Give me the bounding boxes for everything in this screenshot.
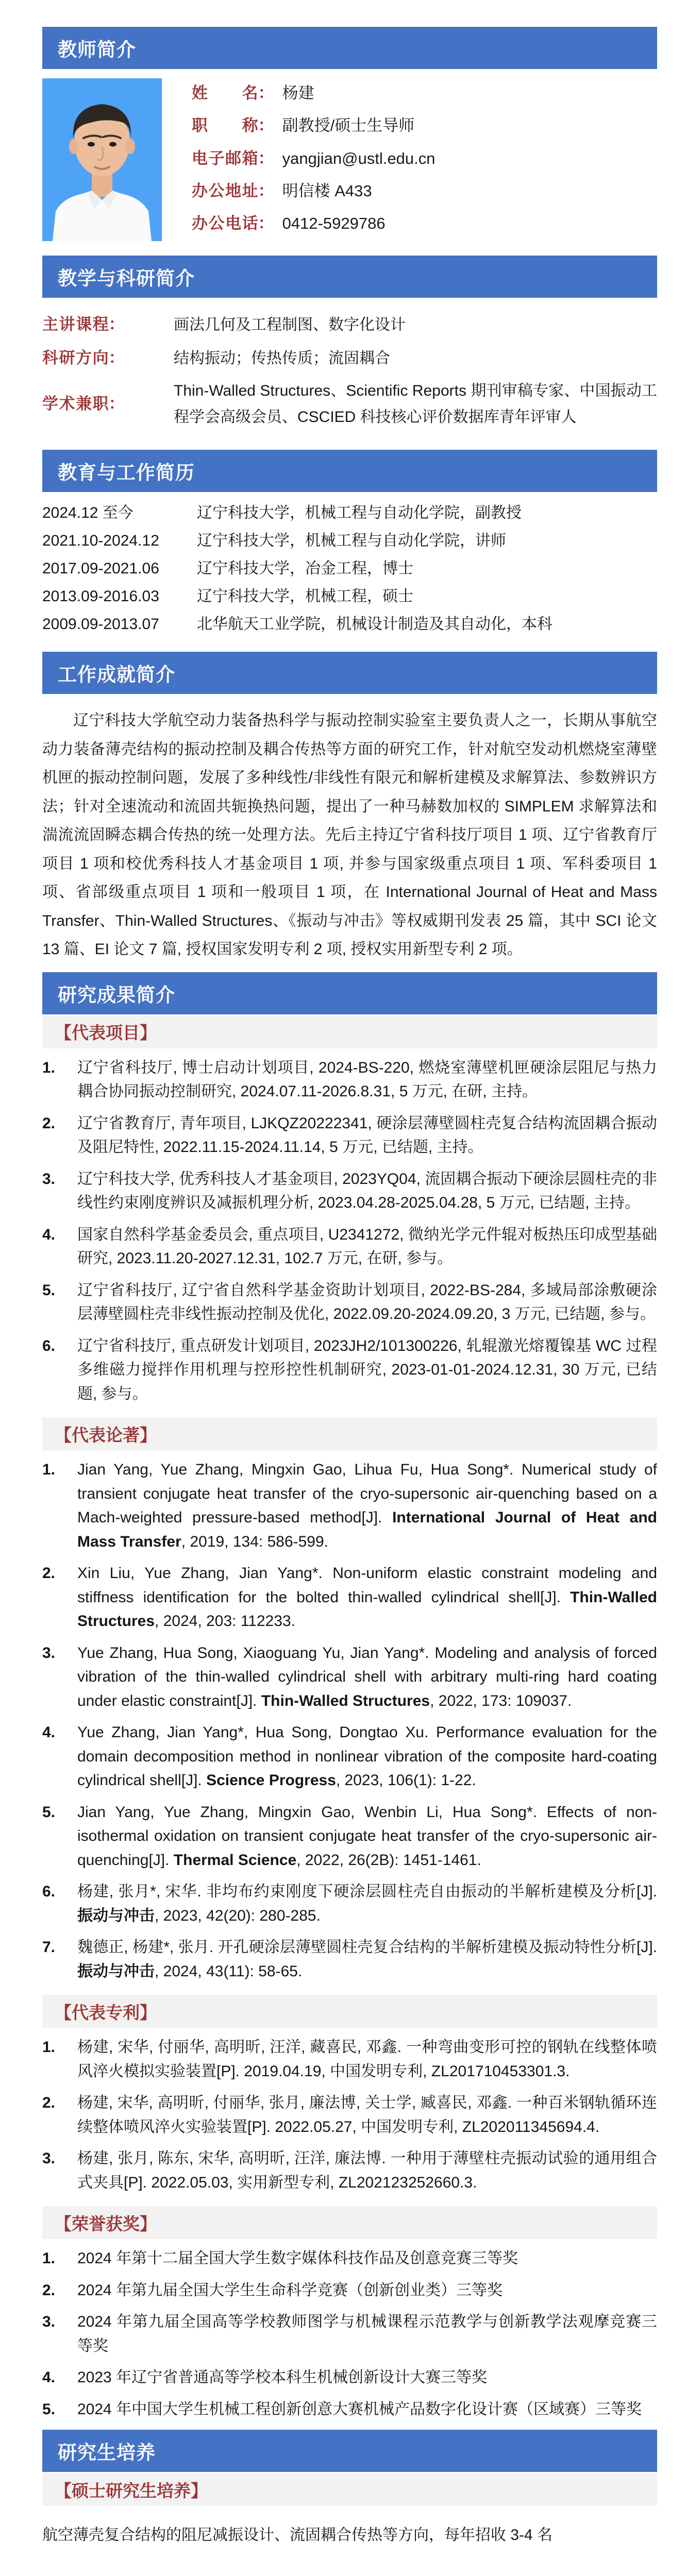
section-title: 研究生培养: [58, 2442, 156, 2464]
section-title: 教学与科研简介: [58, 268, 195, 289]
project-item: [42, 1279, 657, 1327]
item-number: 1.: [42, 2250, 56, 2267]
publication-item: [42, 1562, 657, 1634]
item-number: 6.: [42, 1337, 56, 1354]
education-block: [42, 492, 657, 643]
item-text: 2024 年第十二届全国大学生数字媒体科技作品及创意竞赛三等奖: [77, 2250, 518, 2267]
publication-item: [42, 1641, 657, 1714]
field-label: 姓名：: [192, 84, 274, 102]
award-item: [42, 2398, 657, 2422]
item-number: 1.: [42, 1059, 56, 1076]
item-number: 3.: [42, 1644, 56, 1662]
detail: 北华航天工业学院，机械设计制造及其自动化，本科: [197, 616, 552, 633]
field-value: 杨建: [282, 84, 314, 102]
band-projects: 【代表项目】: [42, 1015, 657, 1048]
section-bar-postgraduate: [42, 2430, 657, 2472]
field-value: 0412-5929786: [282, 214, 386, 233]
teacher-photo-illustration: [42, 78, 162, 241]
item-text: Yue Zhang, Jian Yang*, Hua Song, Dongtao Xu. Performance evaluation for the domain decomposition method in nonlinear vibration of the composite hard-coating cylindrical shell[J]. Science Progress, 2023, 106(1): 1-22.: [77, 1724, 657, 1789]
period: 2017.09-2021.06: [42, 560, 159, 578]
band-awards: 【荣誉获奖】: [42, 2206, 657, 2239]
project-item: [42, 1223, 657, 1271]
item-text: 杨建, 宋华, 高明昕, 付丽华, 张月, 廉法博, 关士学, 臧喜民, 邓鑫. 一种百米钢轨循环连续整体喷风淬火实验装置[P]. 2022.05.27, 中国发明专利, ZL202011345694.4.: [77, 2094, 657, 2136]
award-item: [42, 2247, 657, 2271]
publication-item: [42, 1458, 657, 1554]
item-number: 4.: [42, 1226, 56, 1243]
teaching-block: [42, 298, 657, 442]
publication-item: [42, 1936, 657, 1984]
project-item: [42, 1334, 657, 1406]
period: 2021.10-2024.12: [42, 532, 159, 550]
item-number: 1.: [42, 2039, 56, 2056]
section-title: 教育与工作简历: [58, 462, 195, 484]
field-label: 职称：: [192, 116, 274, 135]
journal-name: International Journal of Heat and Mass Transfer: [77, 1509, 657, 1550]
teaching-row-research: [42, 345, 657, 372]
field-label: 电子邮箱：: [192, 149, 274, 167]
item-number: 3.: [42, 2313, 56, 2331]
detail: 辽宁科技大学，冶金工程，博士: [197, 560, 413, 578]
teacher-photo: [42, 78, 162, 241]
info-field-name: [192, 83, 657, 104]
item-text: 杨建, 张月*, 宋华. 非均布约束刚度下硬涂层圆柱壳自由振动的半解析建模及分析[J]. 振动与冲击, 2023, 42(20): 280-285.: [77, 1883, 657, 1924]
period: 2024.12 至今: [42, 504, 133, 522]
item-text: Xin Liu, Yue Zhang, Jian Yang*. Non-uniform elastic constraint modeling and stiffness identification for the bolted thin-walled cylindrical shell[J]. Thin-Walled Structures, 2024, 203: 112233.: [77, 1565, 657, 1630]
item-number: 5.: [42, 1281, 56, 1299]
section-bar-education: [42, 450, 657, 492]
item-text: Jian Yang, Yue Zhang, Mingxin Gao, Wenbin Li, Hua Song*. Effects of non-isothermal oxidation on transient conjugate heat transfer of the cryo-supersonic air-quenching[J]. Thermal Science, 2022, 26(2B): 1451-1461.: [77, 1803, 657, 1869]
item-text: 辽宁省教育厅, 青年项目, LJKQZ20222341, 硬涂层薄壁圆柱壳复合结构流固耦合振动及阻尼特性, 2022.11.15-2024.11.14, 5 万元, 已结题, 主持。: [77, 1114, 657, 1156]
project-item: [42, 1112, 657, 1160]
section-bar-profile: [42, 27, 657, 69]
publications-list: [42, 1458, 657, 1984]
item-text: 辽宁省科技厅, 辽宁省自然科学基金资助计划项目, 2022-BS-284, 多域局部涂敷硬涂层薄壁圆柱壳非线性振动控制及优化, 2022.09.20-2024.09.20, 3 万元, 已结题, 参与。: [77, 1281, 657, 1323]
project-item: [42, 1056, 657, 1104]
section-bar-achievements: [42, 652, 657, 694]
award-item: [42, 2279, 657, 2303]
item-text: 辽宁科技大学, 优秀科技人才基金项目, 2023YQ04, 流固耦合振动下硬涂层圆柱壳的非线性约束刚度辨识及减振机理分析, 2023.04.28-2025.04.28, 5 万元, 已结题, 主持。: [77, 1170, 657, 1212]
journal-name: Science Progress: [206, 1772, 336, 1789]
section-title: 工作成就简介: [58, 664, 175, 686]
item-number: 1.: [42, 1461, 56, 1479]
item-number: 7.: [42, 1939, 56, 1956]
teaching-row-academic: [42, 378, 657, 430]
item-text: 2023 年辽宁省普通高等学校本科生机械创新设计大赛三等奖: [77, 2369, 488, 2386]
item-text: 杨建, 宋华, 付丽华, 高明昕, 汪洋, 藏喜民, 邓鑫. 一种弯曲变形可控的钢轨在线整体喷风淬火模拟实验装置[P]. 2019.04.19, 中国发明专利, ZL201710453301.3.: [77, 2039, 657, 2080]
item-text: 2024 年第九届全国大学生生命科学竞赛（创新创业类）三等奖: [77, 2281, 503, 2299]
item-number: 4.: [42, 1724, 56, 1741]
detail: 辽宁科技大学，机械工程与自动化学院，讲师: [197, 532, 506, 550]
patent-item: [42, 2036, 657, 2083]
journal-name: Thin-Walled Structures: [77, 1588, 657, 1630]
item-number: 2.: [42, 1565, 56, 1582]
education-row: [42, 499, 657, 527]
item-number: 2.: [42, 2281, 56, 2299]
education-row: [42, 611, 657, 638]
band-master-students: 【硕士研究生培养】: [42, 2473, 657, 2506]
item-number: 5.: [42, 1803, 56, 1821]
item-number: 5.: [42, 2400, 56, 2418]
section-title: 研究成果简介: [58, 984, 175, 1006]
period: 2013.09-2016.03: [42, 588, 159, 605]
projects-list: [42, 1056, 657, 1406]
row-value: Thin-Walled Structures、Scientific Reports 期刊审稿专家、中国振动工程学会高级会员、CSCIED 科技核心评价数据库青年评审人: [174, 382, 657, 426]
row-label: 主讲课程：: [42, 315, 125, 333]
journal-name: 振动与冲击: [77, 1907, 155, 1924]
award-item: [42, 2310, 657, 2358]
detail: 辽宁科技大学，机械工程，硕士: [197, 588, 413, 605]
item-number: 2.: [42, 1114, 56, 1132]
journal-name: 振动与冲击: [77, 1962, 155, 1980]
basic-info-block: [42, 69, 657, 247]
item-number: 4.: [42, 2369, 56, 2386]
info-field-phone: [192, 214, 657, 234]
item-text: Jian Yang, Yue Zhang, Mingxin Gao, Lihua Fu, Hua Song*. Numerical study of transient conjugate heat transfer of the cryo-supersonic air-quenching based on a Mach-weighted pressure-based method[J]. International Journal of Heat and Mass Transfer, 2019, 134: 586-599.: [77, 1461, 657, 1550]
section-bar-research: [42, 972, 657, 1014]
item-number: 6.: [42, 1883, 56, 1901]
field-value: 副教授/硕士生导师: [282, 116, 415, 135]
field-value: 明信楼 A433: [282, 181, 372, 200]
journal-name: Thermal Science: [173, 1851, 297, 1869]
publication-item: [42, 1721, 657, 1793]
info-field-office: [192, 181, 657, 201]
awards-list: [42, 2247, 657, 2421]
band-patents: 【代表专利】: [42, 1995, 657, 2028]
item-number: 3.: [42, 1170, 56, 1188]
journal-name: Thin-Walled Structures: [261, 1692, 430, 1709]
teaching-row-courses: [42, 311, 657, 338]
field-label: 办公电话：: [192, 214, 274, 233]
education-row: [42, 583, 657, 611]
item-text: 魏德正, 杨建*, 张月. 开孔硬涂层薄壁圆柱壳复合结构的半解析建模及振动特性分析[J]. 振动与冲击, 2024, 43(11): 58-65.: [77, 1939, 657, 1980]
page-title: 教师简介: [58, 39, 136, 60]
patents-list: [42, 2036, 657, 2195]
item-text: 2024 年中国大学生机械工程创新创意大赛机械产品数字化设计赛（区域赛）三等奖: [77, 2400, 642, 2418]
info-field-title: [192, 116, 657, 136]
row-value: 画法几何及工程制图、数字化设计: [174, 316, 406, 333]
patent-item: [42, 2147, 657, 2195]
basic-info-fields: [192, 78, 657, 241]
item-number: 2.: [42, 2094, 56, 2112]
item-number: 3.: [42, 2150, 56, 2167]
education-row: [42, 555, 657, 583]
band-publications: 【代表论著】: [42, 1417, 657, 1450]
item-text: 2024 年第九届全国高等学校教师图学与机械课程示范教学与创新教学法观摩竞赛三等奖: [77, 2313, 657, 2354]
patent-item: [42, 2091, 657, 2139]
project-item: [42, 1167, 657, 1215]
field-label: 办公地址：: [192, 181, 274, 200]
row-value: 结构振动；传热传质；流固耦合: [174, 349, 390, 367]
achievements-paragraph: 辽宁科技大学航空动力装备热科学与振动控制实验室主要负责人之一，长期从事航空动力装备薄壳结构的振动控制及耦合传热等方面的研究工作，针对航空发动机燃烧室薄壁机匣的振动控制问题，发展了多种线性/非线性有限元和解析建模及求解算法、参数辨识方法；针对全速流动和流固共轭换热问题，提出了一种马赫数加权的 SIMPLEM 求解算法和湍流流固瞬态耦合传热的统一处理方法。先后主持辽宁省科技厅项目 1 项、辽宁省教育厅项目 1 项和校优秀科技人才基金项目 1 项, 并参与国家级重点项目 1 项、军科委项目 1 项、省部级重点项目 1 项和一般项目 1 项，在 International Journal of Heat and Mass Transfer、Thin-Walled Structures、《振动与冲击》等权威期刊发表 25 篇，其中 SCI 论文 13 篇、EI 论文 7 篇, 授权国家发明专利 2 项, 授权实用新型专利 2 项。: [42, 712, 657, 958]
publication-item: [42, 1801, 657, 1873]
item-text: Yue Zhang, Hua Song, Xiaoguang Yu, Jian Yang*. Modeling and analysis of forced vibration of the thin-walled cylindrical shell with arbitrary multi-ring hard coating under elastic constraint[J]. Thin-Walled Structures, 2022, 173: 109037.: [77, 1644, 657, 1709]
item-text: 辽宁省科技厅, 博士启动计划项目, 2024-BS-220, 燃烧室薄壁机匣硬涂层阻尼与热力耦合协同振动控制研究, 2024.07.11-2026.8.31, 5 万元, 在研, 主持。: [77, 1059, 657, 1100]
field-value-email: yangjian@ustl.edu.cn: [282, 149, 435, 167]
postgraduate-text: 航空薄壳复合结构的阻尼减振设计、流固耦合传热等方向，每年招收 3-4 名: [42, 2527, 553, 2544]
publication-item: [42, 1880, 657, 1928]
item-text: 辽宁省科技厅, 重点研发计划项目, 2023JH2/101300226, 轧辊激光熔覆镍基 WC 过程多维磁力搅拌作用机理与控形控性机制研究, 2023-01-01-2024.12.31, 30 万元, 已结题, 参与。: [77, 1337, 657, 1402]
education-row: [42, 527, 657, 555]
row-label: 科研方向：: [42, 348, 125, 367]
item-text: 国家自然科学基金委员会, 重点项目, U2341272, 微纳光学元件辊对板热压印成型基础研究, 2023.11.20-2027.12.31, 102.7 万元, 在研, 参与。: [77, 1226, 657, 1267]
row-label: 学术兼职：: [42, 395, 125, 413]
award-item: [42, 2366, 657, 2390]
item-text: 杨建, 张月, 陈东, 宋华, 高明昕, 汪洋, 廉法博. 一种用于薄壁柱壳振动试验的通用组合式夹具[P]. 2022.05.03, 实用新型专利, ZL202123252660.3.: [77, 2150, 657, 2191]
period: 2009.09-2013.07: [42, 616, 159, 633]
detail: 辽宁科技大学，机械工程与自动化学院，副教授: [197, 504, 522, 522]
section-bar-teaching: [42, 256, 657, 298]
info-field-email: [192, 149, 657, 169]
